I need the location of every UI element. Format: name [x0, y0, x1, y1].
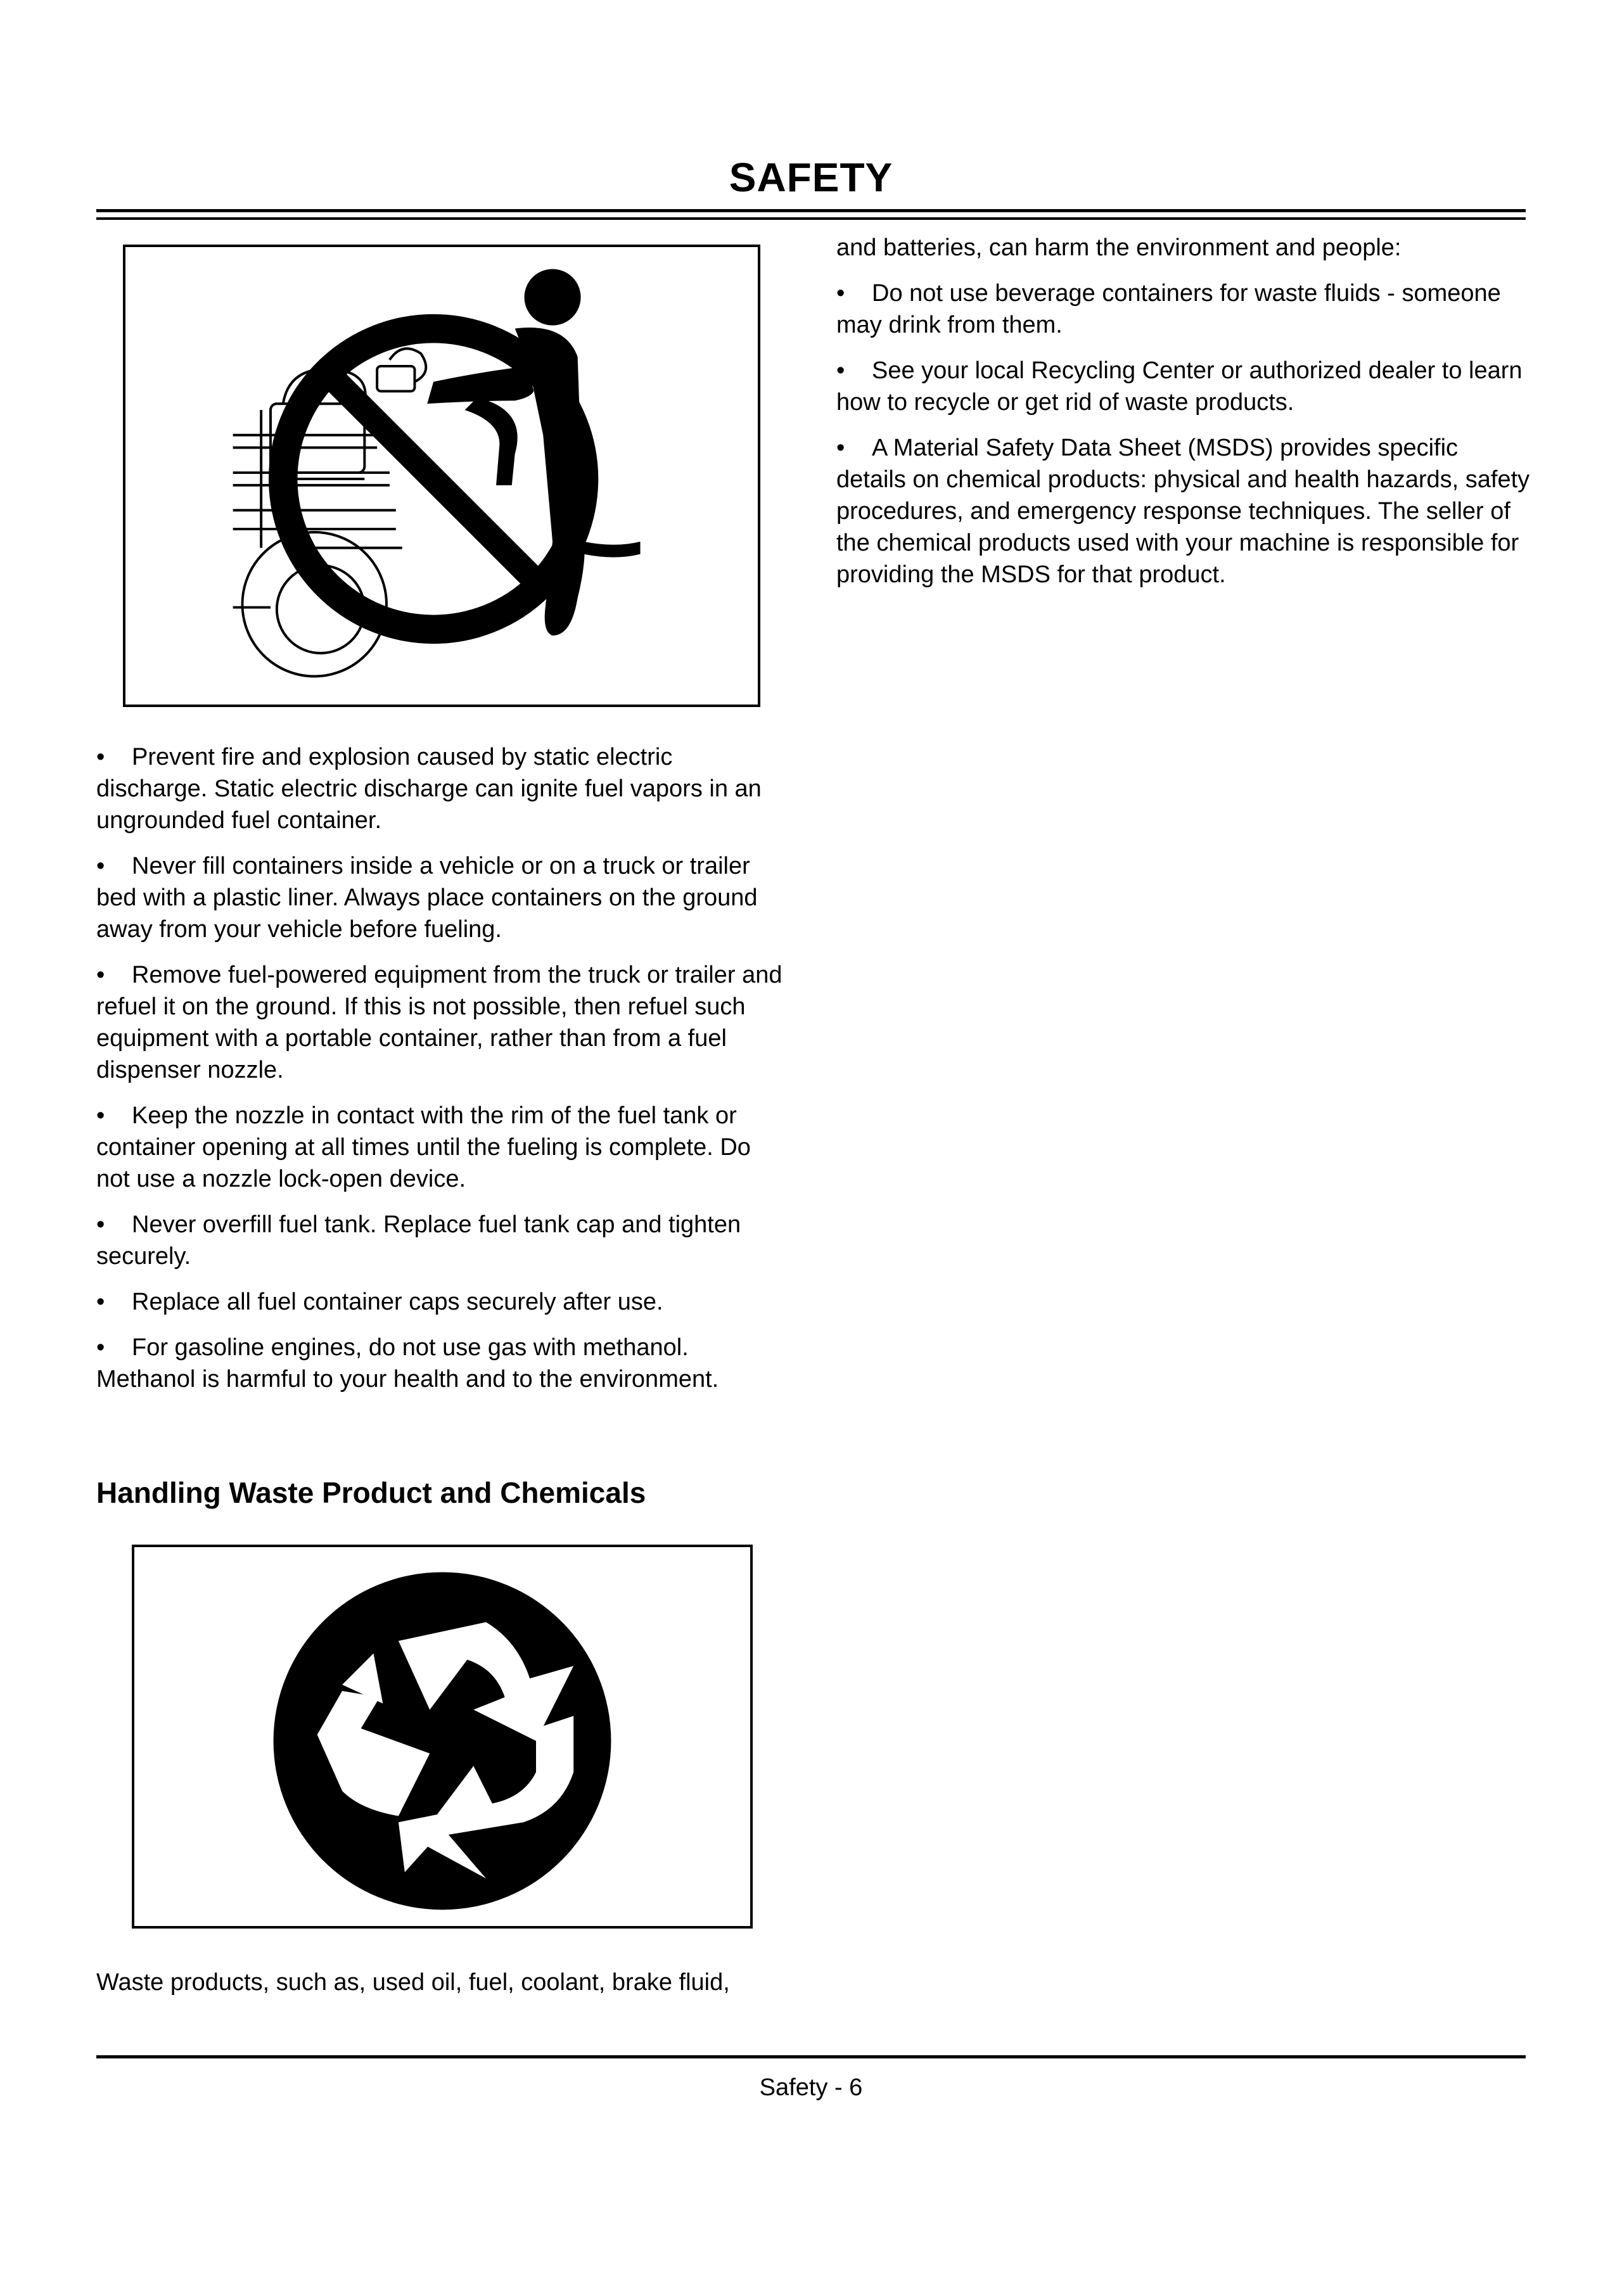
header-rule-thin	[96, 217, 1526, 220]
list-item-text: See your local Recycling Center or authorized dealer to learn how to recycle or get rid of waste products.	[836, 357, 1523, 416]
page-number: Safety - 6	[759, 2074, 863, 2101]
list-item-text: Never overfill fuel tank. Replace fuel tank cap and tighten securely.	[96, 1211, 741, 1270]
list-item	[96, 850, 787, 945]
recycle-icon	[134, 1547, 750, 1926]
list-item	[96, 959, 787, 1086]
list-item	[96, 1332, 787, 1395]
bullet-mark: •	[96, 962, 105, 988]
list-item-text: Prevent fire and explosion caused by static electric discharge. Static electric discharge can ignite fuel vapors in an ungrounded fuel container.	[96, 744, 762, 834]
list-item	[96, 1209, 787, 1272]
bullet-mark: •	[96, 1334, 105, 1361]
figure-no-fueling	[123, 245, 760, 707]
bullet-mark: •	[96, 1289, 105, 1315]
list-item	[836, 355, 1533, 418]
waste-intro-text: Waste products, such as, used oil, fuel, coolant, brake fluid,	[96, 1969, 730, 1996]
list-item	[96, 741, 787, 836]
list-item-text: Never fill containers inside a vehicle or on a truck or trailer bed with a plastic liner. Always place containers on the ground away from your vehicle before fueling.	[96, 853, 758, 943]
list-item	[836, 432, 1533, 590]
figure-recycle	[132, 1545, 753, 1929]
page-title: SAFETY	[729, 155, 893, 200]
list-item-text: A Material Safety Data Sheet (MSDS) provides specific details on chemical products: physical and health hazards, safety procedures, and emergency response techniques. The seller of the chemical products used with your machine is responsible for providing the MSDS for that product.	[836, 435, 1530, 588]
list-item-text: For gasoline engines, do not use gas with methanol. Methanol is harmful to your health and to the environment.	[96, 1334, 719, 1393]
header-rule-thick	[96, 209, 1526, 212]
left-column	[96, 741, 787, 1409]
list-item-text: Do not use beverage containers for waste fluids - someone may drink from them.	[836, 280, 1501, 338]
list-item-text: Remove fuel-powered equipment from the truck or trailer and refuel it on the ground. If this is not possible, then refuel such equipment with a portable container, rather than from a fuel dispenser nozzle.	[96, 962, 782, 1083]
list-item	[96, 1286, 787, 1318]
bullet-mark: •	[96, 744, 105, 770]
no-fueling-in-truck-bed-icon	[125, 247, 758, 705]
bullet-mark: •	[836, 357, 845, 384]
section-heading: Handling Waste Product and Chemicals	[96, 1476, 646, 1509]
bullet-mark: •	[836, 435, 845, 461]
list-item	[836, 277, 1533, 341]
list-item	[96, 1100, 787, 1195]
bullet-mark: •	[836, 280, 845, 307]
bullet-mark: •	[96, 1211, 105, 1238]
list-item-text: Keep the nozzle in contact with the rim of the fuel tank or container opening at all times until the fueling is complete. Do not use a nozzle lock-open device.	[96, 1102, 751, 1192]
bullet-mark: •	[96, 853, 105, 879]
list-item-text: Replace all fuel container caps securely after use.	[132, 1289, 663, 1315]
bullet-mark: •	[96, 1102, 105, 1129]
continuation-text: and batteries, can harm the environment and people:	[836, 234, 1402, 261]
footer-rule	[96, 2055, 1526, 2058]
right-column	[836, 232, 1533, 604]
